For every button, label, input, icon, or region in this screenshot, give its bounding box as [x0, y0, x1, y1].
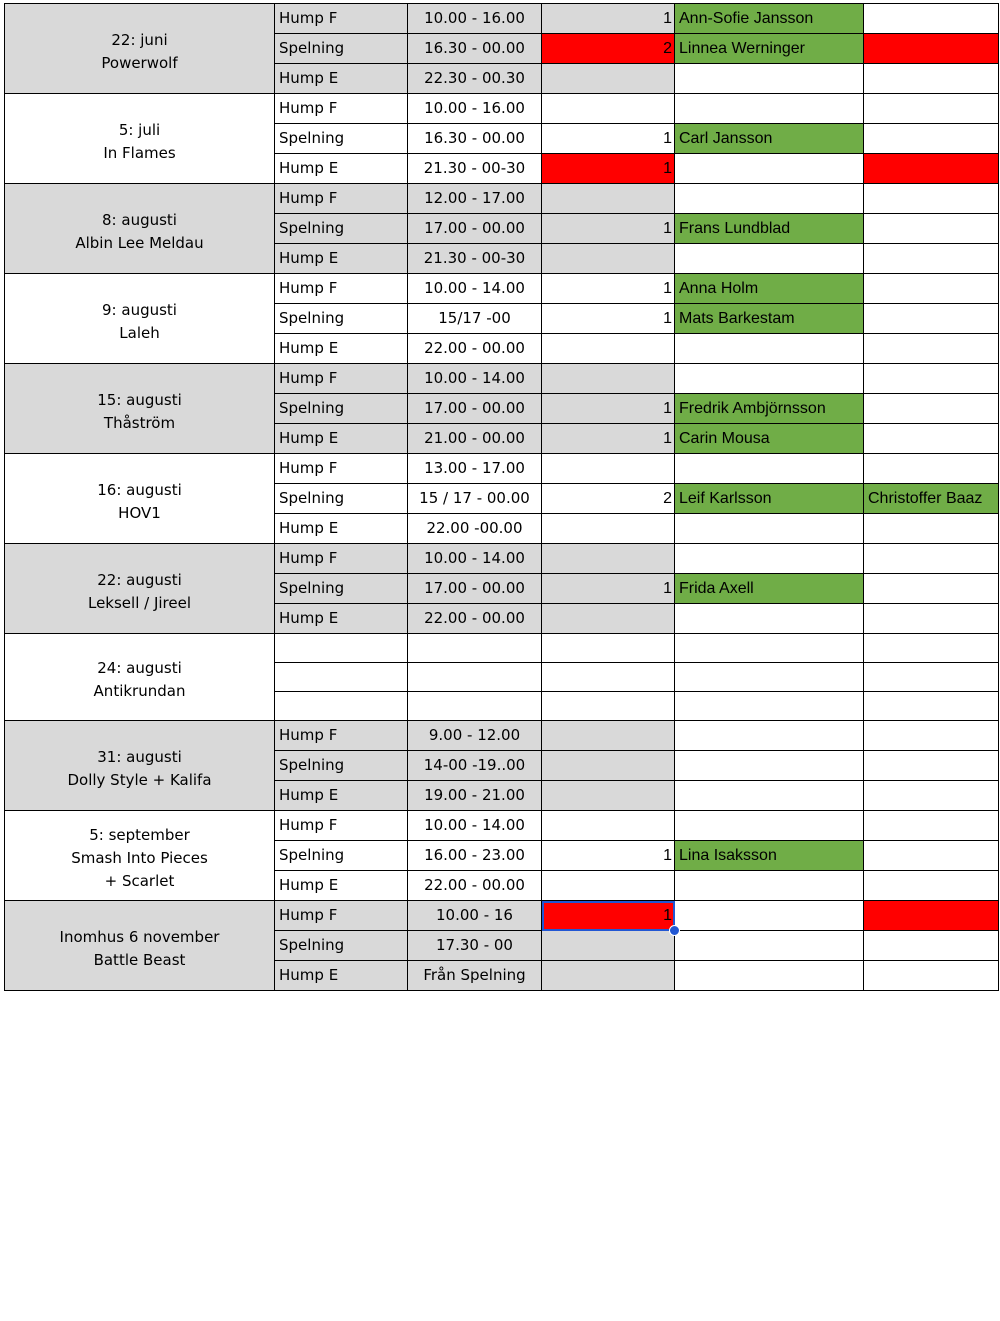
extra-volunteer-cell[interactable] — [864, 124, 999, 154]
count-cell[interactable] — [542, 94, 675, 124]
volunteer-name-cell[interactable]: Lina Isaksson — [675, 841, 864, 871]
volunteer-name-cell[interactable]: Anna Holm — [675, 274, 864, 304]
task-cell[interactable] — [275, 692, 408, 721]
table-row — [5, 184, 999, 214]
extra-volunteer-cell[interactable] — [864, 454, 999, 484]
event-label-line: 22: augusti — [97, 570, 182, 589]
count-cell[interactable]: 1 — [542, 841, 675, 871]
time-cell[interactable]: Från Spelning — [408, 961, 542, 991]
count-cell[interactable] — [542, 781, 675, 811]
volunteer-name-cell[interactable] — [675, 811, 864, 841]
task-cell[interactable]: Hump E — [275, 604, 408, 634]
volunteer-name-cell[interactable]: Mats Barkestam — [675, 304, 864, 334]
extra-volunteer-cell[interactable] — [864, 184, 999, 214]
count-cell[interactable] — [542, 604, 675, 634]
volunteer-name-cell[interactable] — [675, 721, 864, 751]
volunteer-name-cell[interactable] — [675, 663, 864, 692]
count-cell[interactable]: 1 — [542, 274, 675, 304]
event-label-line: 16: augusti — [97, 480, 182, 499]
count-cell[interactable]: 1 — [542, 574, 675, 604]
count-cell[interactable]: 1 — [542, 4, 675, 34]
time-cell[interactable]: 10.00 - 16 — [408, 901, 542, 931]
count-cell[interactable]: 1 — [542, 154, 675, 184]
extra-volunteer-cell[interactable] — [864, 781, 999, 811]
time-cell[interactable] — [408, 634, 542, 663]
task-cell[interactable]: Spelning — [275, 124, 408, 154]
volunteer-name-cell[interactable] — [675, 931, 864, 961]
event-label-line: 9: augusti — [102, 300, 177, 319]
task-cell[interactable]: Spelning — [275, 34, 408, 64]
table-row — [5, 4, 999, 34]
task-cell[interactable]: Hump F — [275, 184, 408, 214]
volunteer-name-cell[interactable] — [675, 244, 864, 274]
extra-volunteer-cell[interactable] — [864, 274, 999, 304]
extra-volunteer-cell[interactable] — [864, 34, 999, 64]
count-cell[interactable]: 2 — [542, 34, 675, 64]
time-cell[interactable]: 22.00 -00.00 — [408, 514, 542, 544]
count-cell[interactable] — [542, 871, 675, 901]
table-row — [5, 721, 999, 751]
task-cell[interactable]: Hump E — [275, 514, 408, 544]
count-cell[interactable] — [542, 454, 675, 484]
time-cell[interactable]: 10.00 - 16.00 — [408, 4, 542, 34]
volunteer-name-cell[interactable]: Frida Axell — [675, 574, 864, 604]
time-cell[interactable]: 14-00 -19..00 — [408, 751, 542, 781]
time-cell[interactable]: 15 / 17 - 00.00 — [408, 484, 542, 514]
time-cell[interactable]: 22.00 - 00.00 — [408, 604, 542, 634]
event-label-line: Inomhus 6 november — [59, 927, 220, 946]
extra-volunteer-cell[interactable] — [864, 871, 999, 901]
table-row — [5, 94, 999, 124]
event-label-line: Dolly Style + Kalifa — [67, 770, 212, 789]
count-cell[interactable] — [542, 931, 675, 961]
count-cell[interactable] — [542, 334, 675, 364]
task-cell[interactable]: Hump E — [275, 961, 408, 991]
count-cell[interactable] — [542, 721, 675, 751]
table-row — [5, 454, 999, 484]
event-label-line: Battle Beast — [93, 950, 186, 969]
count-cell[interactable] — [542, 364, 675, 394]
event-cell[interactable] — [5, 721, 275, 811]
time-cell[interactable]: 22.00 - 00.00 — [408, 871, 542, 901]
count-cell[interactable]: 2 — [542, 484, 675, 514]
extra-volunteer-cell[interactable] — [864, 692, 999, 721]
volunteer-name-cell[interactable]: Ann-Sofie Jansson — [675, 4, 864, 34]
task-cell[interactable]: Spelning — [275, 394, 408, 424]
task-cell[interactable]: Hump E — [275, 64, 408, 94]
task-cell[interactable]: Spelning — [275, 214, 408, 244]
extra-volunteer-cell[interactable] — [864, 214, 999, 244]
time-cell[interactable]: 10.00 - 14.00 — [408, 364, 542, 394]
task-cell[interactable]: Spelning — [275, 304, 408, 334]
task-cell[interactable]: Hump F — [275, 274, 408, 304]
time-cell[interactable]: 22.30 - 00.30 — [408, 64, 542, 94]
time-cell[interactable]: 10.00 - 14.00 — [408, 544, 542, 574]
event-cell[interactable] — [5, 94, 275, 184]
event-cell[interactable] — [5, 274, 275, 364]
count-cell[interactable] — [542, 692, 675, 721]
task-cell[interactable]: Hump F — [275, 901, 408, 931]
count-cell[interactable]: 1 — [542, 424, 675, 454]
event-label-line: 24: augusti — [97, 659, 182, 677]
count-cell[interactable] — [542, 244, 675, 274]
volunteer-name-cell[interactable]: Linnea Werninger — [675, 34, 864, 64]
event-label-line: In Flames — [103, 143, 176, 162]
count-cell[interactable] — [542, 184, 675, 214]
extra-volunteer-cell[interactable] — [864, 544, 999, 574]
task-cell[interactable]: Hump F — [275, 364, 408, 394]
time-cell[interactable]: 10.00 - 14.00 — [408, 274, 542, 304]
table-row — [5, 811, 999, 841]
event-label-line: 15: augusti — [97, 390, 182, 409]
task-cell[interactable] — [275, 663, 408, 692]
event-label-line: HOV1 — [118, 503, 161, 522]
event-label-line: + Scarlet — [104, 872, 175, 890]
event-label-line: 5: september — [89, 826, 190, 844]
event-label-line: Smash Into Pieces — [71, 849, 208, 867]
table-row — [5, 901, 999, 931]
volunteer-name-cell[interactable]: Carin Mousa — [675, 424, 864, 454]
count-cell[interactable] — [542, 64, 675, 94]
task-cell[interactable]: Hump F — [275, 4, 408, 34]
event-cell[interactable] — [5, 634, 275, 721]
time-cell[interactable]: 16.00 - 23.00 — [408, 841, 542, 871]
extra-volunteer-cell[interactable] — [864, 751, 999, 781]
task-cell[interactable]: Spelning — [275, 751, 408, 781]
event-label-line: Leksell / Jireel — [87, 593, 192, 612]
task-cell[interactable]: Spelning — [275, 484, 408, 514]
event-label-line: 5: juli — [118, 120, 161, 139]
volunteer-name-cell[interactable] — [675, 901, 864, 931]
extra-volunteer-cell[interactable] — [864, 931, 999, 961]
extra-volunteer-cell[interactable] — [864, 811, 999, 841]
fill-handle[interactable] — [669, 925, 680, 936]
extra-volunteer-cell[interactable] — [864, 634, 999, 663]
count-cell[interactable]: 1 — [542, 394, 675, 424]
time-cell[interactable]: 21.30 - 00-30 — [408, 244, 542, 274]
task-cell[interactable]: Hump F — [275, 454, 408, 484]
time-cell[interactable]: 10.00 - 16.00 — [408, 94, 542, 124]
volunteer-name-cell[interactable] — [675, 751, 864, 781]
volunteer-name-cell[interactable] — [675, 364, 864, 394]
task-cell[interactable]: Hump F — [275, 544, 408, 574]
time-cell[interactable]: 12.00 - 17.00 — [408, 184, 542, 214]
event-label-line: 8: augusti — [102, 210, 177, 229]
time-cell[interactable]: 19.00 - 21.00 — [408, 781, 542, 811]
count-cell[interactable] — [542, 751, 675, 781]
task-cell[interactable]: Hump E — [275, 334, 408, 364]
count-cell[interactable] — [542, 811, 675, 841]
volunteer-name-cell[interactable] — [675, 961, 864, 991]
task-cell[interactable]: Hump E — [275, 871, 408, 901]
volunteer-name-cell[interactable] — [675, 154, 864, 184]
event-label-line: Antikrundan — [93, 682, 186, 700]
time-cell[interactable]: 16.30 - 00.00 — [408, 124, 542, 154]
count-cell[interactable]: 1 — [542, 304, 675, 334]
volunteer-name-cell[interactable]: Carl Jansson — [675, 124, 864, 154]
task-cell[interactable]: Hump E — [275, 424, 408, 454]
extra-volunteer-cell[interactable]: Christoffer Baaz — [864, 484, 999, 514]
extra-volunteer-cell[interactable] — [864, 94, 999, 124]
task-cell[interactable] — [275, 634, 408, 663]
extra-volunteer-cell[interactable] — [864, 574, 999, 604]
count-cell[interactable] — [542, 634, 675, 663]
event-cell[interactable] — [5, 184, 275, 274]
volunteer-name-cell[interactable] — [675, 454, 864, 484]
volunteer-name-cell[interactable] — [675, 94, 864, 124]
extra-volunteer-cell[interactable] — [864, 901, 999, 931]
table-row — [5, 544, 999, 574]
extra-volunteer-cell[interactable] — [864, 841, 999, 871]
extra-volunteer-cell[interactable] — [864, 961, 999, 991]
extra-volunteer-cell[interactable] — [864, 154, 999, 184]
time-cell[interactable] — [408, 663, 542, 692]
task-cell[interactable]: Hump E — [275, 781, 408, 811]
volunteer-name-cell[interactable] — [675, 64, 864, 94]
event-cell[interactable] — [5, 364, 275, 454]
volunteer-name-cell[interactable]: Leif Karlsson — [675, 484, 864, 514]
event-cell[interactable] — [5, 544, 275, 634]
volunteer-name-cell[interactable] — [675, 692, 864, 721]
table-row — [5, 634, 999, 663]
time-cell[interactable]: 10.00 - 14.00 — [408, 811, 542, 841]
event-label-line: Albin Lee Meldau — [75, 233, 204, 252]
schedule-spreadsheet — [4, 3, 999, 991]
volunteer-name-cell[interactable]: Fredrik Ambjörnsson — [675, 394, 864, 424]
extra-volunteer-cell[interactable] — [864, 604, 999, 634]
volunteer-name-cell[interactable] — [675, 871, 864, 901]
time-cell[interactable]: 17.00 - 00.00 — [408, 394, 542, 424]
task-cell[interactable]: Spelning — [275, 931, 408, 961]
count-cell[interactable]: 1 — [542, 124, 675, 154]
event-label-line: Laleh — [119, 323, 160, 342]
count-cell[interactable] — [542, 961, 675, 991]
count-cell[interactable] — [542, 514, 675, 544]
time-cell[interactable]: 15/17 -00 — [408, 304, 542, 334]
task-cell[interactable]: Hump F — [275, 94, 408, 124]
count-cell[interactable] — [542, 663, 675, 692]
extra-volunteer-cell[interactable] — [864, 663, 999, 692]
count-cell[interactable] — [542, 544, 675, 574]
volunteer-name-cell[interactable] — [675, 514, 864, 544]
volunteer-name-cell[interactable] — [675, 334, 864, 364]
event-label-line: Thåström — [103, 413, 176, 432]
task-cell[interactable]: Hump F — [275, 811, 408, 841]
task-cell[interactable]: Spelning — [275, 841, 408, 871]
extra-volunteer-cell[interactable] — [864, 514, 999, 544]
task-cell[interactable]: Hump E — [275, 154, 408, 184]
volunteer-name-cell[interactable] — [675, 634, 864, 663]
time-cell[interactable]: 13.00 - 17.00 — [408, 454, 542, 484]
extra-volunteer-cell[interactable] — [864, 394, 999, 424]
event-label-line: 22: juni — [111, 30, 168, 49]
volunteer-name-cell[interactable]: Frans Lundblad — [675, 214, 864, 244]
time-cell[interactable]: 17.00 - 00.00 — [408, 574, 542, 604]
extra-volunteer-cell[interactable] — [864, 4, 999, 34]
time-cell[interactable]: 17.00 - 00.00 — [408, 214, 542, 244]
event-cell[interactable] — [5, 811, 275, 901]
extra-volunteer-cell[interactable] — [864, 334, 999, 364]
extra-volunteer-cell[interactable] — [864, 364, 999, 394]
event-cell[interactable] — [5, 454, 275, 544]
extra-volunteer-cell[interactable] — [864, 304, 999, 334]
extra-volunteer-cell[interactable] — [864, 244, 999, 274]
task-cell[interactable]: Spelning — [275, 574, 408, 604]
task-cell[interactable]: Hump E — [275, 244, 408, 274]
schedule-body — [5, 4, 999, 991]
time-cell[interactable]: 22.00 - 00.00 — [408, 334, 542, 364]
table-row — [5, 364, 999, 394]
volunteer-name-cell[interactable] — [675, 604, 864, 634]
time-cell[interactable]: 21.00 - 00.00 — [408, 424, 542, 454]
extra-volunteer-cell[interactable] — [864, 64, 999, 94]
event-label-line: 31: augusti — [97, 747, 182, 766]
time-cell[interactable]: 9.00 - 12.00 — [408, 721, 542, 751]
event-cell[interactable] — [5, 901, 275, 991]
volunteer-name-cell[interactable] — [675, 184, 864, 214]
volunteer-name-cell[interactable] — [675, 544, 864, 574]
extra-volunteer-cell[interactable] — [864, 721, 999, 751]
time-cell[interactable]: 17.30 - 00 — [408, 931, 542, 961]
time-cell[interactable]: 21.30 - 00-30 — [408, 154, 542, 184]
event-cell[interactable] — [5, 4, 275, 94]
event-label-line: Powerwolf — [101, 53, 178, 72]
table-row — [5, 274, 999, 304]
volunteer-name-cell[interactable] — [675, 781, 864, 811]
count-cell[interactable]: 1 — [542, 901, 675, 931]
time-cell[interactable] — [408, 692, 542, 721]
extra-volunteer-cell[interactable] — [864, 424, 999, 454]
count-cell[interactable]: 1 — [542, 214, 675, 244]
task-cell[interactable]: Hump F — [275, 721, 408, 751]
time-cell[interactable]: 16.30 - 00.00 — [408, 34, 542, 64]
